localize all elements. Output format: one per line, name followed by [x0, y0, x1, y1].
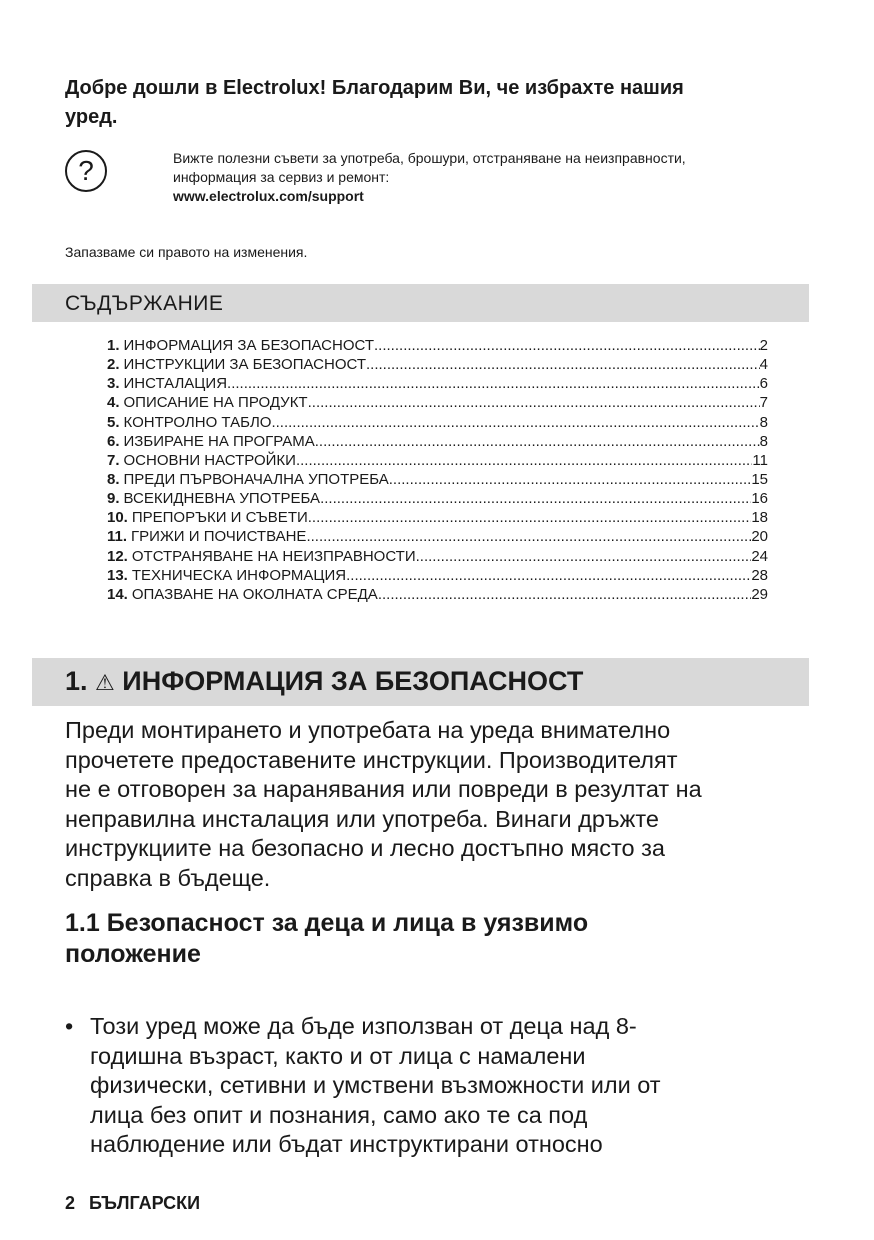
toc-item-number: 9.	[107, 490, 120, 508]
toc-item-label: ПРЕПОРЪКИ И СЪВЕТИ	[131, 509, 308, 527]
toc-item-label: ИНСТРУКЦИИ ЗА БЕЗОПАСНОСТ	[123, 356, 366, 374]
toc-item-label: ОПАЗВАНЕ НА ОКОЛНАТА СРЕДА	[131, 585, 378, 603]
toc-leader-dots	[389, 470, 752, 489]
warning-icon: ⚠	[95, 671, 115, 696]
toc-item-page: 15	[751, 470, 768, 488]
toc-leader-dots	[227, 374, 760, 393]
body-line: справка в бъдеще.	[65, 864, 271, 891]
toc-item-number: 6.	[107, 432, 120, 450]
toc-item-label: ИНФОРМАЦИЯ ЗА БЕЗОПАСНОСТ	[123, 337, 375, 354]
subsection-line: положение	[65, 940, 201, 968]
toc-leader-dots	[378, 585, 751, 604]
body-line: не е отговорен за наранявания или повреди в резултат на	[65, 776, 702, 802]
body-line: неправилна инсталация или употреба. Винаги дръжте	[65, 805, 659, 832]
toc-item[interactable]	[107, 451, 768, 470]
toc-item-label: ИЗБИРАНЕ НА ПРОГРАМА	[123, 432, 315, 450]
toc-item-number: 5.	[107, 413, 120, 431]
toc-item[interactable]	[107, 566, 768, 585]
toc-item-page: 8	[759, 432, 768, 450]
toc-item[interactable]	[107, 336, 768, 355]
toc-item[interactable]	[107, 355, 768, 374]
welcome-heading	[65, 74, 805, 132]
toc-item-number: 11.	[107, 528, 128, 546]
bullet-line: наблюдение или бъдат инструктирани относно	[90, 1131, 603, 1157]
support-info	[173, 149, 686, 206]
toc-item-label: ИНСТАЛАЦИЯ	[123, 375, 228, 393]
support-link[interactable]: www.electrolux.com/support	[173, 188, 364, 204]
rights-notice: Запазваме си правото на изменения.	[65, 244, 308, 260]
toc-item-number: 8.	[107, 470, 120, 488]
support-text-line: Вижте полезни съвети за употреба, брошури, отстраняване на неизправности,	[173, 150, 686, 166]
toc-item-number: 4.	[107, 394, 120, 412]
toc-item[interactable]	[107, 393, 768, 412]
toc-item-label: ОСНОВНИ НАСТРОЙКИ	[123, 451, 296, 469]
toc-item-page: 11	[752, 451, 768, 469]
welcome-line: Добре дошли в Electrolux! Благодарим Ви, че избрахте нашия	[65, 77, 684, 99]
page-footer	[65, 1193, 200, 1214]
body-line: Преди монтирането и употребата на уреда внимателно	[65, 717, 671, 743]
toc-item-page: 4	[759, 356, 768, 374]
toc-item-page: 29	[751, 585, 768, 603]
bullet-line: годишна възраст, както и от лица с намалени	[90, 1042, 586, 1069]
toc-leader-dots	[366, 355, 760, 374]
bullet-line: лица без опит и познания, само ако те са под	[90, 1101, 588, 1128]
toc-item[interactable]	[107, 470, 768, 489]
toc-leader-dots	[315, 432, 760, 451]
support-text-line: информация за сервиз и ремонт:	[173, 169, 390, 185]
toc-item[interactable]	[107, 374, 768, 393]
question-circle-icon: ?	[65, 150, 107, 192]
toc-leader-dots	[308, 393, 760, 412]
toc-item-number: 3.	[107, 375, 120, 393]
toc-item-page: 16	[751, 490, 768, 508]
toc-item[interactable]	[107, 527, 768, 546]
toc-item-page: 2	[759, 337, 768, 354]
section-number: 1.	[65, 666, 88, 696]
footer-language: БЪЛГАРСКИ	[89, 1193, 201, 1213]
toc-leader-dots	[320, 489, 751, 508]
toc-leader-dots	[374, 336, 760, 355]
bullet-icon: •	[65, 1013, 74, 1039]
toc-item-number: 7.	[107, 451, 120, 469]
toc-leader-dots	[296, 451, 752, 470]
toc-leader-dots	[346, 566, 751, 585]
toc-item-page: 8	[759, 413, 768, 431]
toc-item-page: 6	[759, 375, 768, 393]
toc-item-page: 24	[751, 547, 768, 565]
toc-item-page: 28	[751, 566, 768, 584]
bullet-line: физически, сетивни и умствени възможности или от	[90, 1072, 661, 1098]
toc-leader-dots	[271, 413, 759, 432]
toc-leader-dots	[308, 508, 752, 527]
toc-item[interactable]	[107, 508, 768, 527]
toc-item-number: 2.	[107, 356, 120, 374]
toc-item-label: ОПИСАНИЕ НА ПРОДУКТ	[123, 394, 308, 412]
toc-item-number: 13.	[107, 566, 128, 584]
toc-item-number: 12.	[107, 547, 128, 565]
welcome-line: уред.	[65, 106, 118, 128]
toc-item-number: 10.	[107, 509, 128, 527]
subsection-title	[65, 908, 588, 970]
section-title-text: ИНФОРМАЦИЯ ЗА БЕЗОПАСНОСТ	[122, 666, 584, 696]
toc-item[interactable]	[107, 432, 768, 451]
page-number: 2	[65, 1193, 76, 1213]
body-line: инструкциите на безопасно и лесно достъпно място за	[65, 835, 665, 861]
toc-item[interactable]	[107, 585, 768, 604]
toc-leader-dots	[306, 527, 751, 546]
bullet-line: Този уред може да бъде използван от деца над 8-	[90, 1013, 637, 1039]
toc-item-label: ВСЕКИДНЕВНА УПОТРЕБА	[123, 490, 321, 508]
toc-item-page: 7	[759, 394, 768, 412]
toc-item-label: КОНТРОЛНО ТАБЛО	[123, 413, 272, 431]
toc-item-page: 18	[751, 509, 768, 527]
toc-item-label: ПРЕДИ ПЪРВОНАЧАЛНА УПОТРЕБА	[123, 470, 389, 488]
table-of-contents	[107, 336, 768, 604]
toc-item-page: 20	[751, 528, 768, 546]
section-body	[65, 716, 702, 893]
toc-item[interactable]	[107, 489, 768, 508]
bullet-item	[65, 1012, 661, 1160]
subsection-line: 1.1 Безопасност за деца и лица в уязвимо	[65, 909, 589, 937]
toc-item-number: 1.	[107, 337, 120, 354]
toc-leader-dots	[416, 547, 752, 566]
toc-title: СЪДЪРЖАНИЕ	[65, 292, 224, 315]
toc-item-label: ОТСТРАНЯВАНЕ НА НЕИЗПРАВНОСТИ	[131, 547, 416, 565]
section-title	[65, 666, 583, 697]
body-line: прочетете предоставените инструкции. Производителят	[65, 746, 678, 773]
toc-item-number: 14.	[107, 585, 128, 603]
toc-item-label: ТЕХНИЧЕСКА ИНФОРМАЦИЯ	[131, 566, 347, 584]
toc-item-label: ГРИЖИ И ПОЧИСТВАНЕ	[131, 528, 307, 546]
toc-item[interactable]	[107, 413, 768, 432]
toc-item[interactable]	[107, 547, 768, 566]
